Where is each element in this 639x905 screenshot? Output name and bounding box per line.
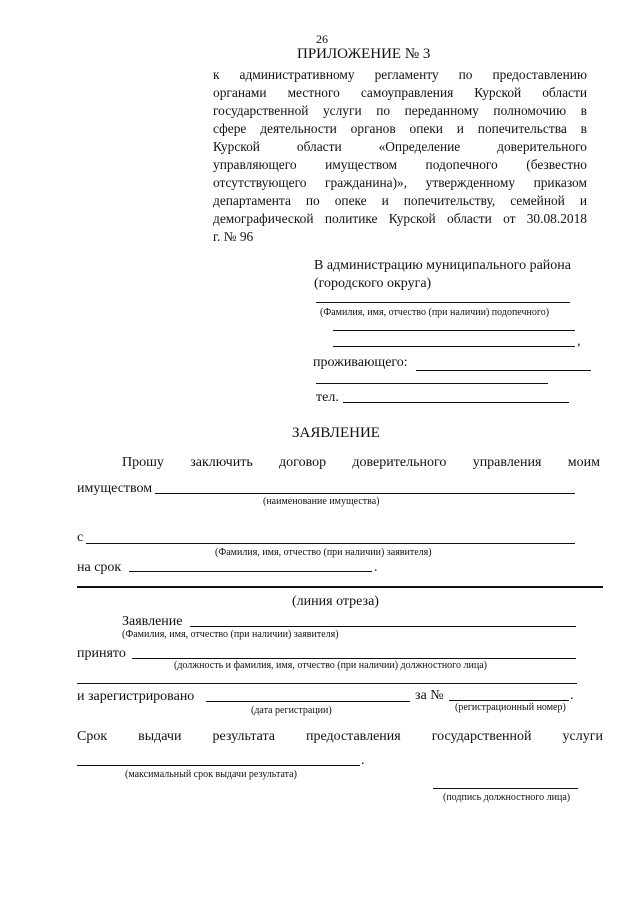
term-label: на срок: [77, 560, 122, 575]
deadline-hint: (максимальный срок выдачи результата): [125, 769, 297, 780]
with-label: с: [77, 530, 84, 545]
addressee-line-1: В администрацию муниципального района: [314, 258, 571, 273]
page-number: 26: [316, 32, 328, 46]
property-hint: (наименование имущества): [263, 496, 380, 507]
cut-line: [77, 586, 603, 588]
applicant-field[interactable]: [86, 543, 575, 544]
term-end: .: [374, 560, 378, 575]
statement-title: ЗАЯВЛЕНИЕ: [292, 425, 380, 441]
applicant-hint: (Фамилия, имя, отчество (при наличии) заявителя): [215, 547, 432, 558]
subject-fio-field-3[interactable]: [333, 346, 575, 347]
registration-number-field[interactable]: [449, 700, 569, 701]
receipt-applicant-hint: (Фамилия, имя, отчество (при наличии) заявителя): [122, 629, 339, 640]
registered-label: и зарегистрировано: [77, 689, 195, 704]
annex-line: к административному регламенту по предоставлению: [213, 67, 587, 82]
phone-label: тел.: [316, 390, 339, 405]
annex-line: государственной услуги по переданному полномочию в: [213, 103, 587, 118]
addressee-line-2: (городского округа): [314, 276, 432, 291]
regnum-hint: (регистрационный номер): [455, 702, 566, 713]
accepted-label: принято: [77, 646, 126, 661]
date-hint: (дата регистрации): [251, 705, 332, 716]
annex-title: ПРИЛОЖЕНИЕ № 3: [297, 46, 431, 62]
deadline-field[interactable]: [77, 765, 360, 766]
receipt-applicant-field[interactable]: [190, 626, 576, 627]
comma: ,: [577, 334, 581, 349]
official-field-2[interactable]: [77, 683, 577, 684]
annex-line: управляющего имуществом подопечного (безвестно: [213, 157, 587, 172]
annex-line: г. № 96: [213, 229, 254, 244]
annex-line: Курской области «Определение доверительного: [213, 139, 587, 154]
property-field[interactable]: [155, 493, 575, 494]
annex-line: отсутствующего гражданина)», утвержденному приказом: [213, 175, 587, 190]
subject-fio-field[interactable]: [316, 302, 570, 303]
phone-field[interactable]: [343, 402, 569, 403]
deadline-end: .: [361, 753, 365, 768]
cut-line-label: (линия отреза): [292, 594, 379, 609]
annex-line: органами местного самоуправления Курской области: [213, 85, 587, 100]
annex-line: департамента по опеке и попечительству, семейной и: [213, 193, 587, 208]
official-hint: (должность и фамилия, имя, отчество (при наличии) должностного лица): [174, 660, 487, 671]
deadline-line: Срок выдачи результата предоставления государственной услуги: [77, 729, 603, 744]
signature-field[interactable]: [433, 788, 578, 789]
property-label: имуществом: [77, 481, 153, 496]
official-field[interactable]: [132, 658, 576, 659]
registration-date-field[interactable]: [206, 701, 410, 702]
subject-fio-field-2[interactable]: [333, 330, 575, 331]
subject-fio-hint: (Фамилия, имя, отчество (при наличии) подопечного): [320, 307, 550, 318]
residing-label: проживающего:: [313, 355, 408, 370]
number-label: за №: [415, 688, 444, 703]
residing-field-2[interactable]: [316, 383, 548, 384]
receipt-statement-label: Заявление: [122, 614, 183, 629]
term-field[interactable]: [129, 571, 372, 572]
residing-field[interactable]: [416, 370, 591, 371]
annex-line: демографической политике Курской области от 30.08.2018: [213, 211, 587, 226]
request-line: Прошу заключить договор доверительного управления моим: [122, 455, 600, 470]
signature-hint: (подпись должностного лица): [443, 792, 571, 803]
annex-line: сфере деятельности органов опеки и попечительства в: [213, 121, 587, 136]
number-end: .: [570, 688, 574, 703]
